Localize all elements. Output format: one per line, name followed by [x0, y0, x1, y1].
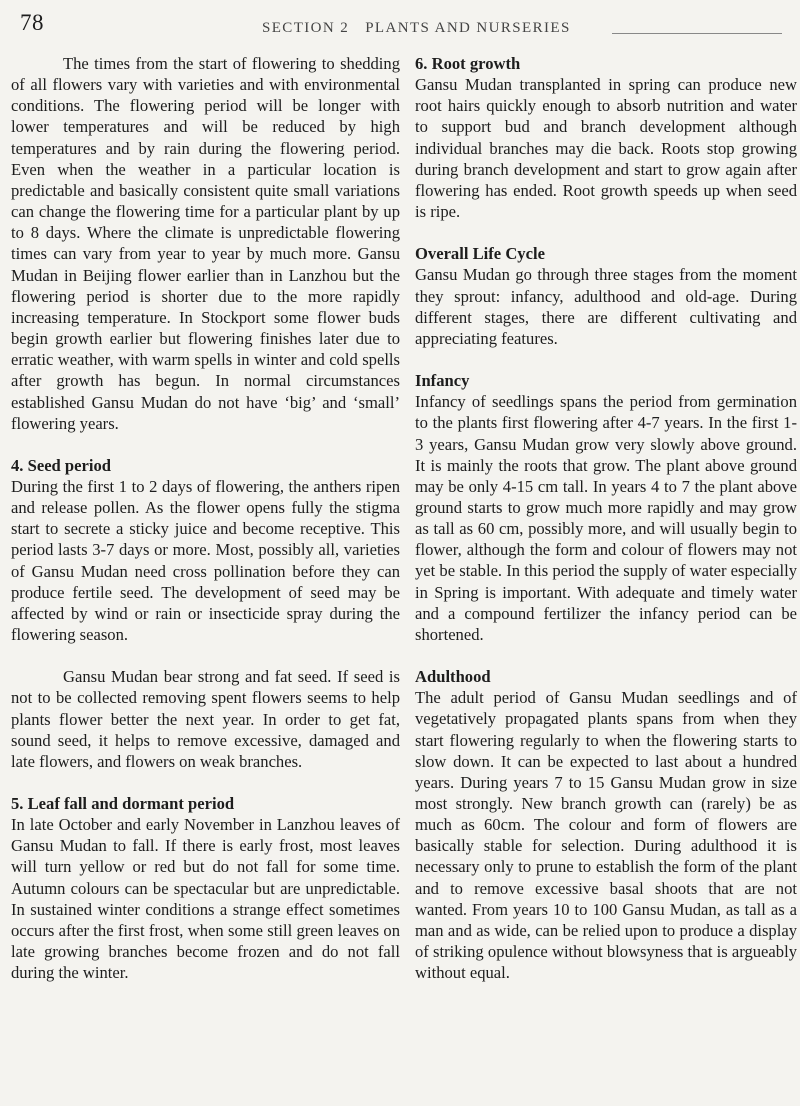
leaf-fall-heading: 5. Leaf fall and dormant period — [11, 794, 235, 813]
adulthood-heading: Adulthood — [415, 667, 491, 687]
seed-period-paragraph: During the first 1 to 2 days of flowering, the anthers ripen and release pollen. As the flower opens fully the stigma start to secrete a sticky juice and become receptive. This period lasts 3-7 days or more. Most, possibly all, varieties of Gansu Mudan need cross pollination before they can produce fertile seed. The development of seed may be affected by wind or rain or insecticide spray during the flowering season. — [11, 476, 400, 645]
page-number: 78 — [20, 10, 44, 35]
leaf-fall-paragraph: In late October and early November in Lanzhou leaves of Gansu Mudan to fall. If there is early frost, most leaves will turn yellow or red but do not fall for some time. Autumn colours can be spectacular but are unpredictable. In sustained winter conditions a strange effect sometimes occurs after the first frost, when some still green leaves on late growing branches become frozen and do not fall during the winter. — [11, 815, 400, 983]
header-rule — [612, 33, 782, 34]
root-growth-paragraph: Gansu Mudan transplanted in spring can produce new root hairs quickly enough to absorb nutrition and water to support bud and branch development although individual branches may die back. Roots stop growing during branch development and start to grow again after flowering has ended. Root growth speeds up when seed is ripe. — [415, 75, 797, 222]
running-head — [262, 20, 587, 37]
chapter-title: PLANTS AND NURSERIES — [365, 20, 571, 36]
adulthood-paragraph: The adult period of Gansu Mudan seedlings and of vegetatively propagated plants spans from when they start flowering regularly to when the flowering starts to slow down. It can be expected to last about a hundred years. During years 7 to 15 Gansu Mudan grow in size most strongly. New branch growth can (rarely) be as much as 60cm. The colour and form of flowers are basically stable for selection. During adulthood it is necessary only to prune to establish the form of the plant and to remove excessive basal shoots that are not wanted. From years 10 to 100 Gansu Mudan, as tall as a man and as wide, can be relied upon to produce a display of striking opulence without blowsyness that is argueably without equal. — [415, 688, 797, 983]
spacer — [11, 645, 400, 666]
infancy-heading: Infancy — [415, 371, 470, 391]
flowering-times-paragraph: The times from the start of flowering to shedding of all flowers vary with varieties and with environmental conditions. The flowering period will be longer with lower temperatures and will be reduced by high temperatures and by rain during the flowering period. Even when the weather in a particular location is predictable and basically consistent quite small variations can change the flowering time for a particular plant by up to 8 days. Where the climate is unpredictable flowering times can vary from year to year by much more. Gansu Mudan in Beijing flower earlier than in Lanzhou but the flowering period is shorter due to the more rapidly increasing temperature. In Stockport some flower buds begin growth earlier but flowering finishes later due to erratic weather, with warm spells in winter and cold spells after growth has begun. In normal circumstances established Gansu Mudan do not have ‘big’ and ‘small’ flowering years. — [11, 54, 400, 433]
section-label: SECTION 2 — [262, 20, 350, 36]
spacer — [415, 349, 797, 370]
seed-removal-paragraph: Gansu Mudan bear strong and fat seed. If seed is not to be collected removing spent flowers seems to help plants flower better the next year. In order to get fat, sound seed, it helps to remove excessive, damaged and late flowers, and flowers on weak branches. — [11, 667, 400, 771]
spacer — [11, 434, 400, 455]
root-growth-heading: 6. Root growth — [415, 54, 521, 73]
spacer — [415, 222, 797, 243]
life-cycle-heading: Overall Life Cycle — [415, 244, 545, 264]
right-column — [415, 53, 797, 983]
spacer — [11, 772, 400, 793]
life-cycle-paragraph: Gansu Mudan go through three stages from the moment they sprout: infancy, adulthood and old-age. During different stages, there are different cultivating and appreciating features. — [415, 265, 797, 348]
seed-period-heading: 4. Seed period — [11, 455, 112, 475]
infancy-paragraph: Infancy of seedlings spans the period from germination to the plants first flowering after 4-7 years. In the first 1-3 years, Gansu Mudan grow very slowly above ground. It is mainly the roots that grow. The plant above ground may be only 4-15 cm tall. In years 4 to 7 the plant above ground starts to grow much more rapidly and may grow as tall as 60 cm, possibly more, and will usually begin to flower, although the form and colour of flowers may not yet be stable. In this period the supply of water especially in Spring is important. With adequate and timely water and a compound fertilizer the infancy period can be shortened. — [415, 392, 798, 644]
spacer — [415, 645, 797, 666]
left-column — [11, 53, 400, 983]
